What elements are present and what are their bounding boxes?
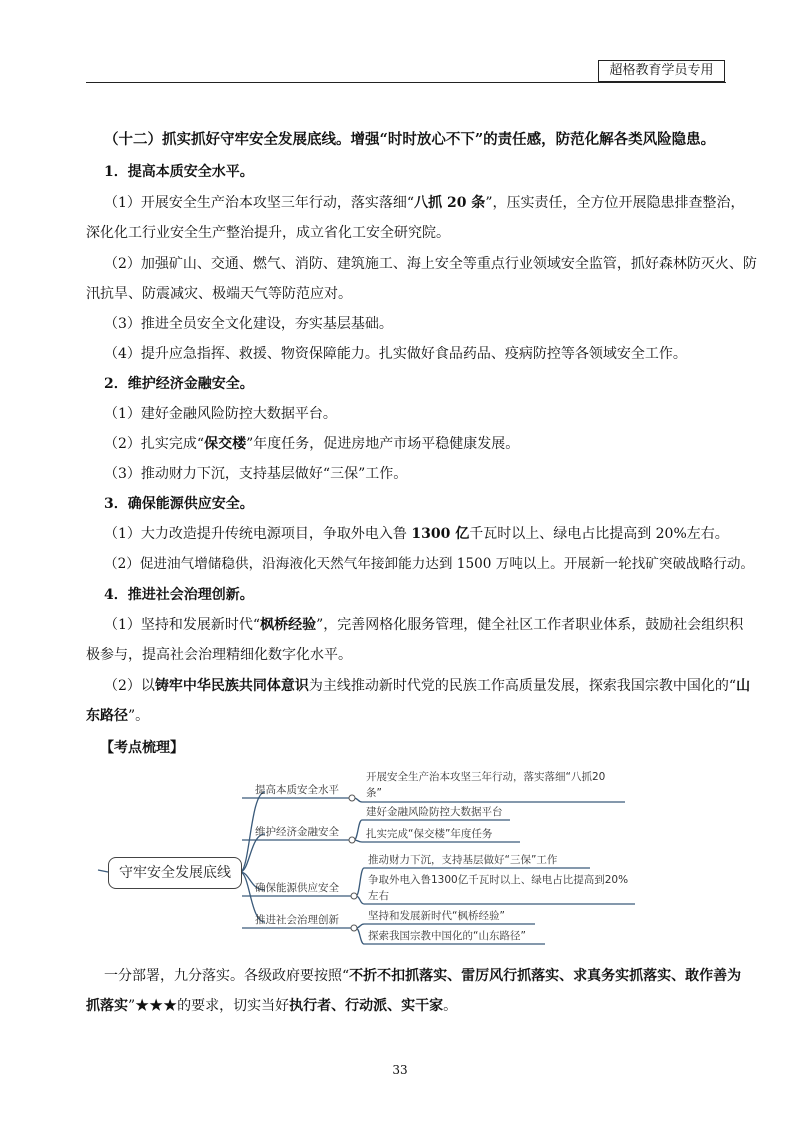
header-divider	[86, 82, 726, 83]
item-1-point-3: （3）推进全员安全文化建设，夯实基层基础。	[104, 316, 393, 332]
item-1-point-2: （2）加强矿山、交通、燃气、消防、建筑施工、海上安全等重点行业领域安全监管，抓好森林防灭火、防	[104, 256, 757, 272]
item-3-point-2: （2）促进油气增储稳供，沿海液化天然气年接卸能力达到 1500 万吨以上。开展新一轮找矿突破战略行动。	[104, 556, 755, 572]
mindmap-leaf-1-1: 开展安全生产治本攻坚三年行动，落实落细“八抓20	[366, 771, 606, 783]
mindmap-leaf-3-2: 争取外电入鲁1300亿千瓦时以上、绿电占比提高到20%	[368, 874, 629, 886]
mindmap-branch-3: 确保能源供应安全	[255, 882, 339, 894]
mindmap-leaf-2-1: 建好金融风险防控大数据平台	[366, 806, 503, 818]
section-title: （十二）抓实抓好守牢安全发展底线。增强“时时放心不下”的责任感，防范化解各类风险隐患。	[104, 131, 716, 148]
mindmap-branch-2: 维护经济金融安全	[255, 826, 339, 838]
item-4-point-2: （2）以铸牢中华民族共同体意识为主线推动新时代党的民族工作高质量发展，探索我国宗教中国化的“山	[104, 678, 751, 694]
mindmap-leaf-1-1-cont: 条”	[366, 787, 382, 799]
item-1-point-4: （4）提升应急指挥、救援、物资保障能力。扎实做好食品药品、疫病防控等各领域安全工作。	[104, 346, 687, 362]
item-2-heading: 2．维护经济金融安全。	[104, 376, 254, 392]
page-number: 33	[392, 1063, 408, 1077]
item-1-point-2-cont: 汛抗旱、防震减灾、极端天气等防范应对。	[86, 286, 352, 302]
mindmap-leaf-4-1: 坚持和发展新时代“枫桥经验”	[368, 910, 505, 922]
item-4-point-2-cont: 东路径”。	[86, 708, 150, 724]
mindmap-leaf-3-1: 推动财力下沉，支持基层做好“三保”工作	[368, 854, 558, 866]
mindmap-leaf-3-2-cont: 左右	[368, 890, 389, 902]
closing-paragraph: 一分部署，九分落实。各级政府要按照“不折不扣抓落实、雷厉风行抓落实、求真务实抓落实、敢作善为	[104, 968, 742, 984]
mindmap-leaf-4-2: 探索我国宗教中国化的“山东路径”	[368, 930, 526, 942]
item-1-point-1: （1）开展安全生产治本攻坚三年行动，落实落细“八抓 20 条”，压实责任，全方位开展隐患排查整治，	[104, 195, 745, 211]
mindmap	[90, 762, 650, 952]
item-4-heading: 4．推进社会治理创新。	[104, 587, 254, 603]
mindmap-root: 守牢安全发展底线	[108, 857, 242, 889]
item-4-point-1: （1）坚持和发展新时代“枫桥经验”，完善网格化服务管理，健全社区工作者职业体系，鼓励社会组织积	[104, 617, 744, 633]
item-3-point-1: （1）大力改造提升传统电源项目，争取外电入鲁 1300 亿千瓦时以上、绿电占比提高到 20%左右。	[104, 526, 729, 542]
mindmap-leaf-2-2: 扎实完成“保交楼”年度任务	[366, 828, 493, 840]
mindmap-branch-4: 推进社会治理创新	[255, 914, 339, 926]
item-2-point-2: （2）扎实完成“保交楼”年度任务，促进房地产市场平稳健康发展。	[104, 436, 520, 452]
item-2-point-1: （1）建好金融风险防控大数据平台。	[104, 406, 337, 422]
item-1-heading: 1．提高本质安全水平。	[104, 164, 254, 180]
item-2-point-3: （3）推动财力下沉，支持基层做好“三保”工作。	[104, 466, 408, 482]
mindmap-branch-1: 提高本质安全水平	[255, 784, 339, 796]
item-4-point-1-cont: 极参与，提高社会治理精细化数字化水平。	[86, 647, 352, 663]
item-3-heading: 3．确保能源供应安全。	[104, 496, 254, 512]
review-label: 【考点梳理】	[100, 740, 184, 756]
member-only-badge: 超格教育学员专用	[598, 60, 725, 82]
closing-paragraph-cont: 抓落实”★★★的要求，切实当好执行者、行动派、实干家。	[86, 998, 458, 1014]
item-1-point-1-cont: 深化化工行业安全生产整治提升，成立省化工安全研究院。	[86, 225, 450, 241]
